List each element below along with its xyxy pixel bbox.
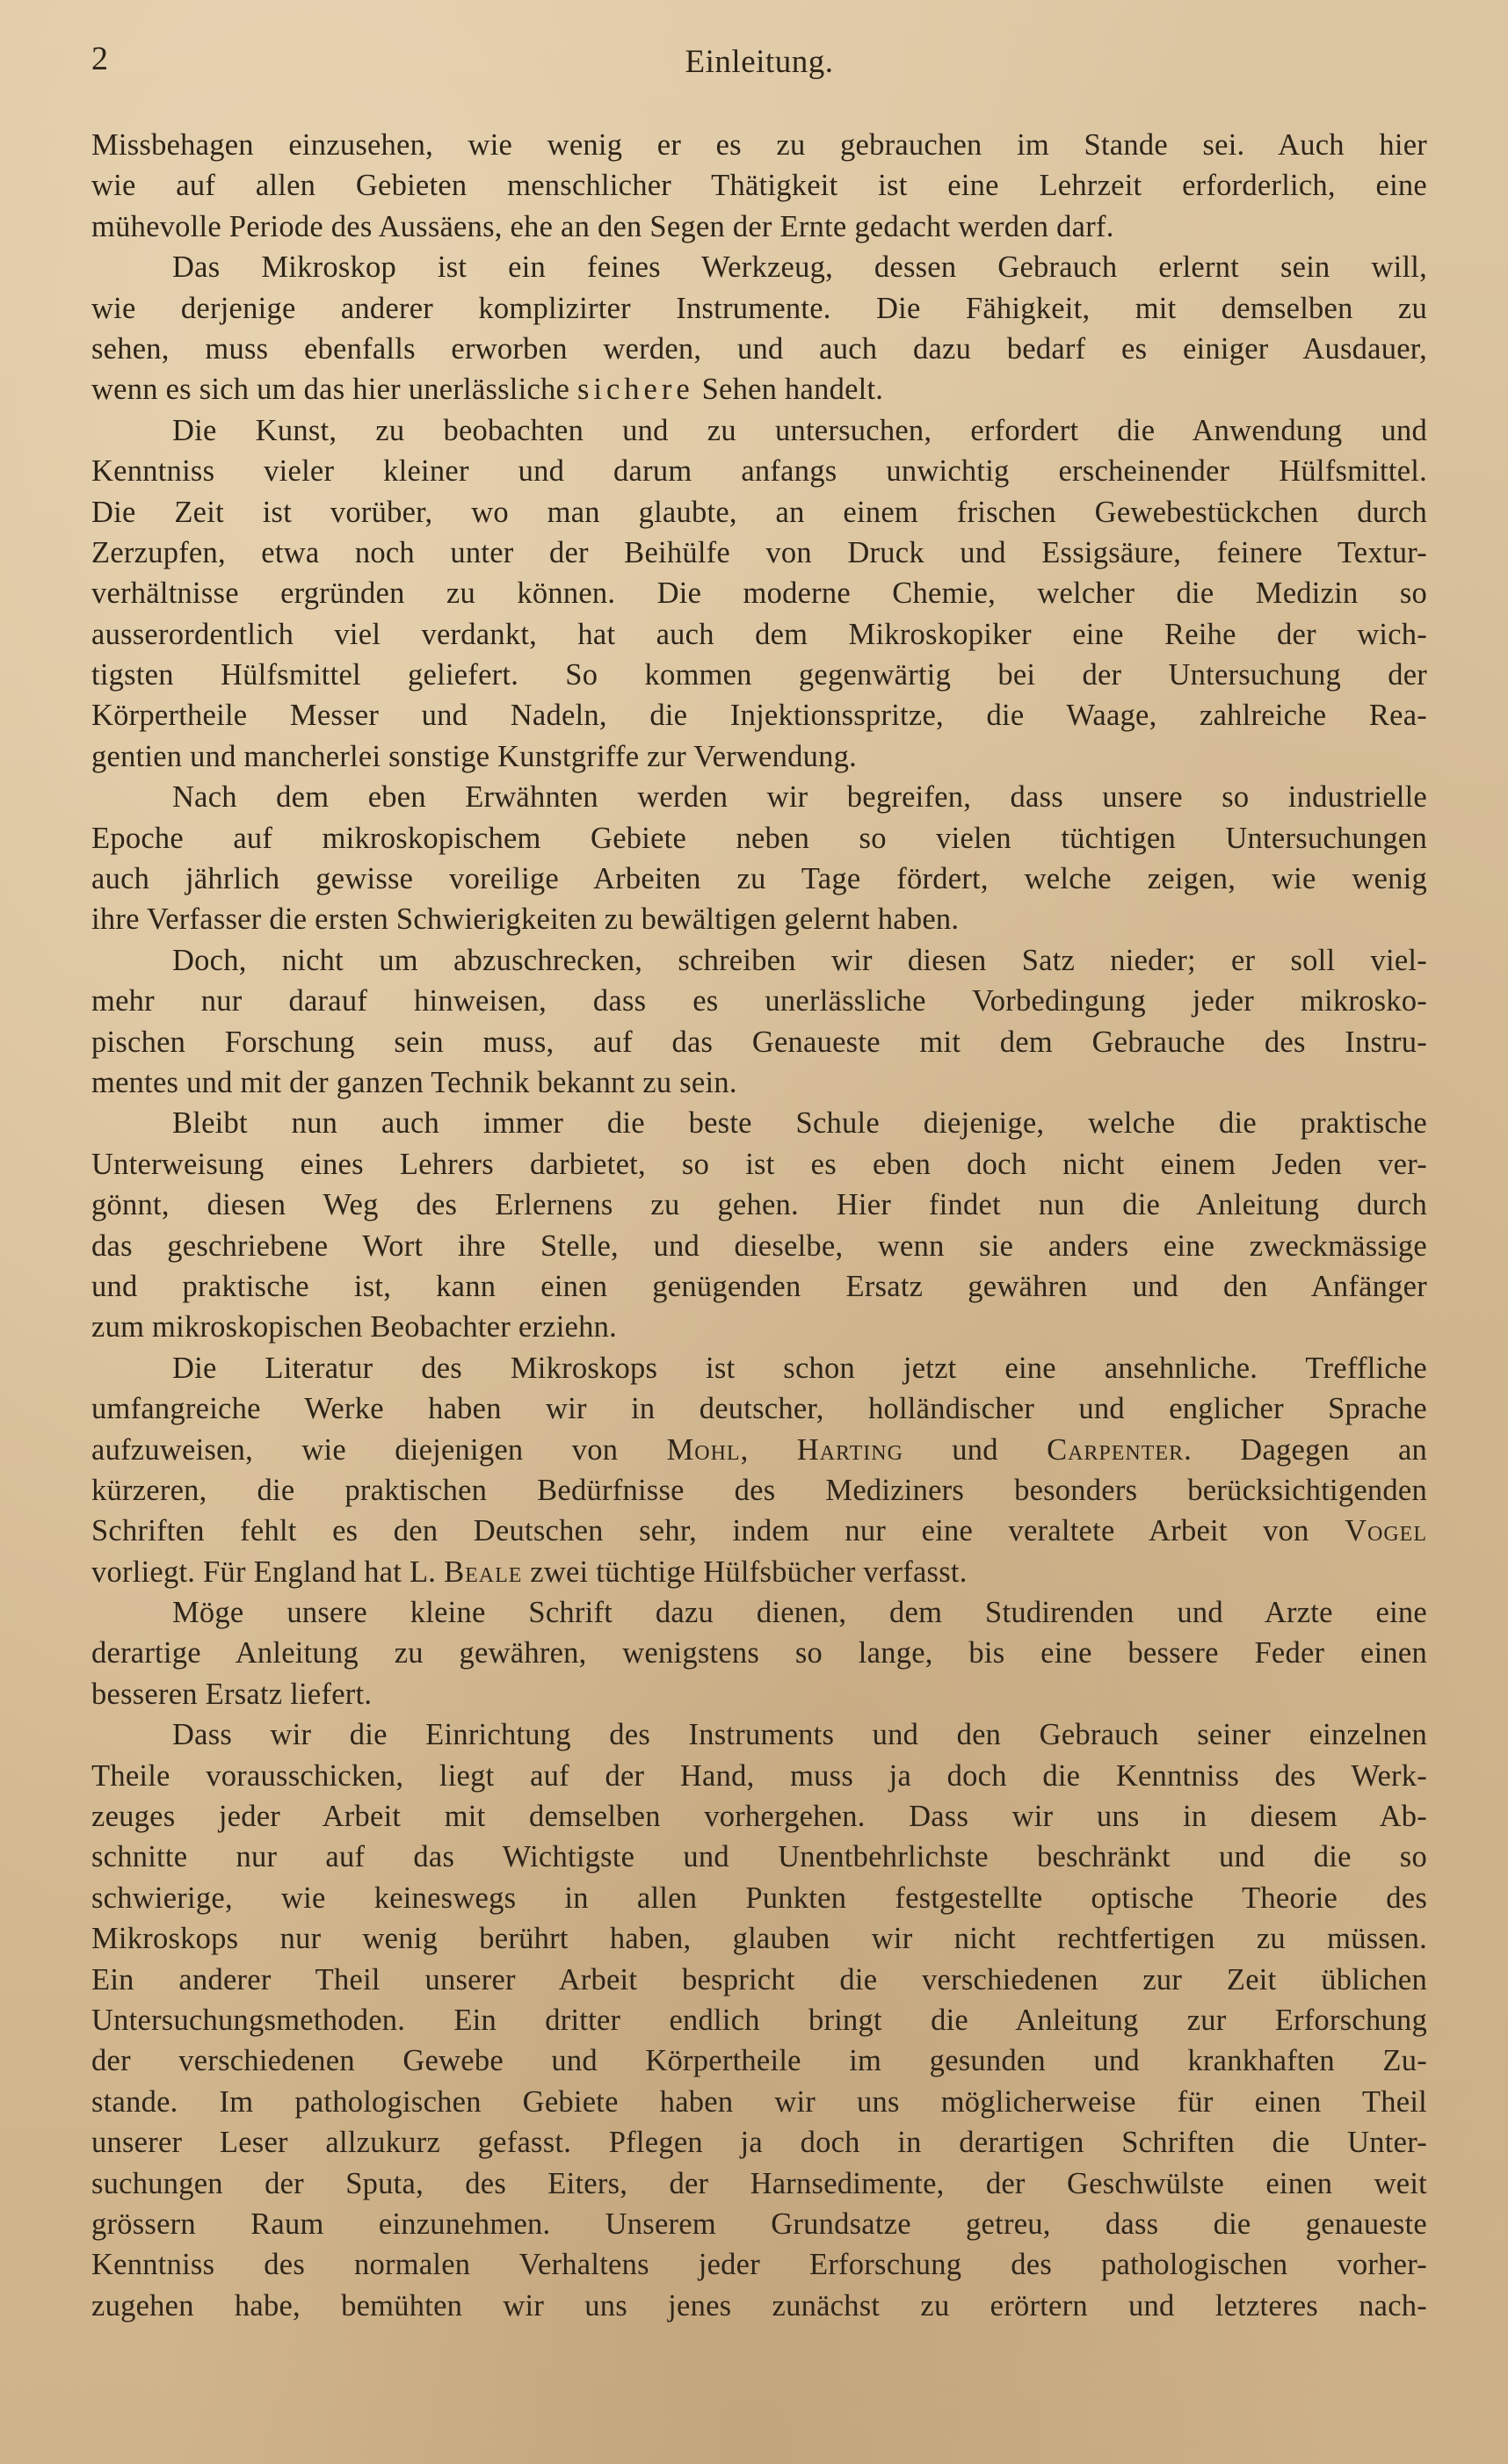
text-line — [91, 1103, 1427, 1143]
line-text: Die Literatur des Mikroskops ist schon jetzt eine ansehnliche. Treffliche — [172, 1351, 1427, 1385]
author-name: Mohl — [666, 1432, 741, 1467]
text-line: ihre Verfasser die ersten Schwierigkeiten zu bewältigen gelernt haben. — [91, 902, 960, 937]
text-line — [91, 410, 1427, 451]
line-text: Schriften fehlt es den Deutschen sehr, indem nur eine veraltete Arbeit von — [91, 1514, 1345, 1548]
author-name: Beale — [444, 1554, 523, 1589]
text-line — [91, 1552, 1427, 1592]
text-line: pischen Forschung sein muss, auf das Genaueste mit dem Gebrauche des Instru- — [91, 1025, 1427, 1059]
text-line: gentien und mancherlei sonstige Kunstgriffe zur Verwendung. — [91, 739, 857, 773]
author-name: Carpenter — [1047, 1432, 1185, 1467]
running-head: Einleitung. — [685, 44, 834, 80]
text-line — [91, 369, 1427, 409]
text-line: mehr nur darauf hinweisen, dass es unerlässliche Vorbedingung jeder mikrosko- — [91, 984, 1427, 1018]
text-line: Mikroskops nur wenig berührt haben, glauben wir nicht rechtfertigen zu müssen. — [91, 1922, 1427, 1956]
line-text: Bleibt nun auch immer die beste Schule diejenige, welche die praktische — [172, 1106, 1427, 1141]
text-line: ausserordentlich viel verdankt, hat auch dem Mikroskopiker eine Reihe der wich- — [91, 617, 1427, 651]
text-line: unserer Leser allzukurz gefasst. Pflegen ja doch in derartigen Schriften die Unter- — [91, 2126, 1427, 2160]
text-line: Untersuchungsmethoden. Ein dritter endlich bringt die Anleitung zur Erforschung — [91, 2003, 1427, 2037]
text-line: zum mikroskopischen Beobachter erziehn. — [91, 1310, 617, 1344]
line-text: zwei tüchtige Hülfsbücher verfasst. — [522, 1554, 968, 1589]
text-line: grössern Raum einzunehmen. Unserem Grundsatze getreu, dass die genaueste — [91, 2207, 1427, 2241]
text-line: zeuges jeder Arbeit mit demselben vorhergehen. Dass wir uns in diesem Ab- — [91, 1800, 1427, 1834]
text-line — [91, 1714, 1427, 1755]
line-text: vorliegt. Für England hat L. — [91, 1554, 445, 1589]
text-line: Ein anderer Theil unserer Arbeit bespricht die verschiedenen zur Zeit üblichen — [91, 1962, 1427, 1997]
line-text: Die Kunst, zu beobachten und zu untersuchen, erfordert die Anwendung und — [172, 413, 1427, 447]
text-line: tigsten Hülfsmittel geliefert. So kommen gegenwärtig bei der Untersuchung der — [91, 658, 1427, 692]
text-line: Theile vorausschicken, liegt auf der Hand, muss ja doch die Kenntniss des Werk- — [91, 1758, 1427, 1793]
text-line: suchungen der Sputa, des Eiters, der Harnsedimente, der Geschwülste einen weit — [91, 2166, 1427, 2200]
text-line: wie auf allen Gebieten menschlicher Thätigkeit ist eine Lehrzeit erforderlich, eine — [91, 169, 1427, 203]
line-text: aufzuweisen, wie diejenigen von — [91, 1432, 667, 1467]
text-line: Kenntniss vieler kleiner und darum anfangs unwichtig erscheinender Hülfsmittel. — [91, 454, 1427, 489]
text-line: gönnt, diesen Weg des Erlernens zu gehen. Hier findet nun die Anleitung durch — [91, 1188, 1427, 1222]
line-text: Doch, nicht um abzuschrecken, schreiben wir diesen Satz nieder; er soll viel- — [172, 943, 1427, 977]
text-line — [91, 247, 1427, 287]
text-line: wie derjenige anderer komplizirter Instrumente. Die Fähigkeit, mit demselben zu — [91, 291, 1427, 325]
text-line: stande. Im pathologischen Gebiete haben wir uns möglicherweise für einen Theil — [91, 2084, 1427, 2119]
text-line: Unterweisung eines Lehrers darbietet, so ist es eben doch nicht einem Jeden ver- — [91, 1147, 1427, 1181]
line-text: , — [740, 1432, 797, 1467]
author-name: Harting — [796, 1432, 903, 1467]
text-line: Zerzupfen, etwa noch unter der Beihülfe von Druck und Essigsäure, feinere Textur- — [91, 535, 1427, 569]
text-line — [91, 1592, 1427, 1633]
author-name: Vogel — [1345, 1514, 1427, 1548]
text-line: zugehen habe, bemühten wir uns jenes zunächst zu erörtern und letzteres nach- — [91, 2288, 1427, 2323]
text-line: das geschriebene Wort ihre Stelle, und dieselbe, wenn sie anders eine zweckmässige — [91, 1228, 1427, 1263]
text-line: schnitte nur auf das Wichtigste und Unentbehrlichste beschränkt und die so — [91, 1840, 1427, 1874]
line-text: Dass wir die Einrichtung des Instruments und den Gebrauch seiner einzelnen — [172, 1718, 1427, 1752]
text-line: mühevolle Periode des Aussäens, ehe an den Segen der Ernte gedacht werden darf. — [91, 209, 1114, 243]
text-line: derartige Anleitung zu gewähren, wenigstens so lange, bis eine bessere Feder einen — [91, 1636, 1427, 1670]
text-line: Missbehagen einzusehen, wie wenig er es zu gebrauchen im Stande sei. Auch hier — [91, 128, 1427, 162]
line-text: Möge unsere kleine Schrift dazu dienen, dem Studirenden und Arzte eine — [172, 1596, 1427, 1630]
line-text: Das Mikroskop ist ein feines Werkzeug, dessen Gebrauch erlernt sein will, — [172, 250, 1427, 285]
text-line — [91, 1511, 1427, 1551]
text-line: schwierige, wie keineswegs in allen Punkten festgestellte optische Theorie des — [91, 1881, 1427, 1915]
text-line — [91, 777, 1427, 817]
page-number: 2 — [91, 40, 108, 77]
text-line: Die Zeit ist vorüber, wo man glaubte, an einem frischen Gewebestückchen durch — [91, 495, 1427, 529]
text-line: Kenntniss des normalen Verhaltens jeder Erforschung des pathologischen vorher- — [91, 2248, 1427, 2282]
spaced-emphasis: sichere — [576, 373, 694, 407]
text-line — [91, 940, 1427, 981]
line-text: und — [903, 1432, 1048, 1467]
text-line: besseren Ersatz liefert. — [91, 1677, 373, 1711]
text-line: verhältnisse ergründen zu können. Die moderne Chemie, welcher die Medizin so — [91, 576, 1427, 611]
text-line: der verschiedenen Gewebe und Körpertheile im gesunden und krankhaften Zu- — [91, 2044, 1427, 2078]
text-line — [91, 1430, 1427, 1470]
page-header — [91, 37, 1427, 90]
text-line: sehen, muss ebenfalls erworben werden, und auch dazu bedarf es einiger Ausdauer, — [91, 331, 1427, 366]
text-line: Epoche auf mikroskopischem Gebiete neben so vielen tüchtigen Untersuchungen — [91, 821, 1427, 855]
text-line: auch jährlich gewisse voreilige Arbeiten zu Tage fördert, welche zeigen, wie wenig — [91, 862, 1427, 896]
text-line: kürzeren, die praktischen Bedürfnisse des Mediziners besonders berücksichtigenden — [91, 1473, 1427, 1507]
text-line: umfangreiche Werke haben wir in deutscher, holländischer und englicher Sprache — [91, 1392, 1427, 1426]
line-text: Sehen handelt. — [693, 373, 884, 407]
text-line — [91, 1348, 1427, 1388]
text-line: mentes und mit der ganzen Technik bekannt zu sein. — [91, 1065, 737, 1099]
text-line: und praktische ist, kann einen genügenden Ersatz gewähren und den Anfänger — [91, 1269, 1427, 1303]
line-text: . Dagegen an — [1184, 1432, 1428, 1467]
body-text — [91, 125, 1427, 2326]
line-text: Nach dem eben Erwähnten werden wir begreifen, dass unsere so industrielle — [172, 780, 1427, 815]
text-line: Körpertheile Messer und Nadeln, die Injektionsspritze, die Waage, zahlreiche Rea- — [91, 699, 1427, 733]
line-text: wenn es sich um das hier unerlässliche — [91, 373, 577, 407]
